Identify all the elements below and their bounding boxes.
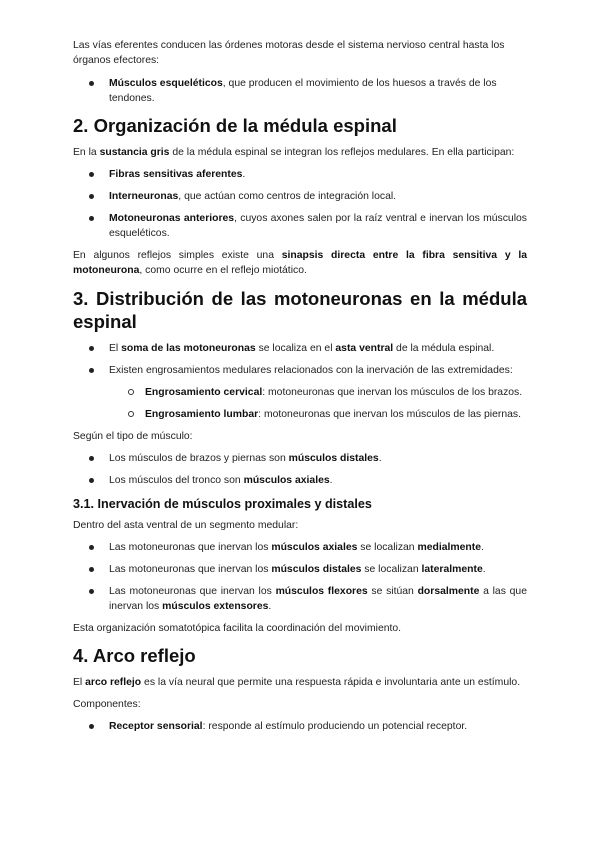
- list-item: Músculos esqueléticos, que producen el movimiento de los huesos a través de los tendones.: [73, 76, 527, 106]
- list-item: El soma de las motoneuronas se localiza en el asta ventral de la médula espinal.: [73, 341, 527, 356]
- section-4-components-label: Componentes:: [73, 699, 141, 710]
- bullet-icon: [89, 194, 94, 199]
- bullet-icon: [89, 724, 94, 729]
- bullet-icon: [89, 478, 94, 483]
- circle-bullet-icon: [128, 411, 134, 417]
- bullet-icon: [89, 545, 94, 550]
- sub-list-item: Engrosamiento lumbar: motoneuronas que inervan los músculos de las piernas.: [73, 407, 527, 422]
- section-3-1-closing: Esta organización somatotópica facilita la coordinación del movimiento.: [73, 623, 402, 634]
- bullet-icon: [89, 172, 94, 177]
- list-item: Fibras sensitivas aferentes.: [73, 167, 527, 182]
- list-item: Interneuronas, que actúan como centros de integración local.: [73, 189, 527, 204]
- bullet-icon: [89, 368, 94, 373]
- bullet-icon: [89, 567, 94, 572]
- bullet-icon: [89, 346, 94, 351]
- section-4-list: [73, 719, 527, 734]
- intro-list: [73, 76, 527, 106]
- section-2-paragraph: En la sustancia gris de la médula espinal se integran los reflejos medulares. En ella participan:: [73, 147, 515, 158]
- list-item: Los músculos de brazos y piernas son músculos distales.: [73, 451, 527, 466]
- list-item: Los músculos del tronco son músculos axiales.: [73, 473, 527, 488]
- section-4-title: 4. Arco reflejo: [73, 645, 196, 666]
- section-4-paragraph: El arco reflejo es la vía neural que permite una respuesta rápida e involuntaria ante un estímulo.: [73, 677, 521, 688]
- bullet-icon: [89, 456, 94, 461]
- intro-paragraph: Las vías eferentes conducen las órdenes motoras desde el sistema nervioso central hasta los órganos efectores:: [73, 40, 505, 66]
- list-item: Receptor sensorial: responde al estímulo produciendo un potencial receptor.: [73, 719, 527, 734]
- bullet-icon: [89, 81, 94, 86]
- section-3-paragraph: Según el tipo de músculo:: [73, 431, 193, 442]
- sub-list-item: Engrosamiento cervical: motoneuronas que inervan los músculos de los brazos.: [73, 385, 527, 400]
- section-3-title: 3. Distribución de las motoneuronas en la médula espinal: [73, 288, 527, 332]
- section-3-list: [73, 341, 527, 422]
- list-item: Las motoneuronas que inervan los músculos flexores se sitúan dorsalmente a las que inervan los músculos extensores.: [73, 584, 527, 614]
- list-item: Las motoneuronas que inervan los músculos distales se localizan lateralmente.: [73, 562, 527, 577]
- circle-bullet-icon: [128, 389, 134, 395]
- bullet-icon: [89, 216, 94, 221]
- bullet-icon: [89, 589, 94, 594]
- section-3-1-title: 3.1. Inervación de músculos proximales y distales: [73, 497, 372, 511]
- list-item: Las motoneuronas que inervan los músculos axiales se localizan medialmente.: [73, 540, 527, 555]
- list-item: Motoneuronas anteriores, cuyos axones salen por la raíz ventral e inervan los músculos esqueléticos.: [73, 211, 527, 241]
- section-3-1-paragraph: Dentro del asta ventral de un segmento medular:: [73, 520, 299, 531]
- section-2-title: 2. Organización de la médula espinal: [73, 115, 397, 136]
- list-item: Existen engrosamientos medulares relacionados con la inervación de las extremidades:: [73, 363, 527, 378]
- section-3-1-list: [73, 540, 527, 614]
- section-2-list: [73, 167, 527, 241]
- section-2-paragraph-2: En algunos reflejos simples existe una sinapsis directa entre la fibra sensitiva y la motoneurona, como ocurre en el reflejo miotático.: [73, 250, 528, 276]
- section-3-muscle-list: [73, 451, 527, 488]
